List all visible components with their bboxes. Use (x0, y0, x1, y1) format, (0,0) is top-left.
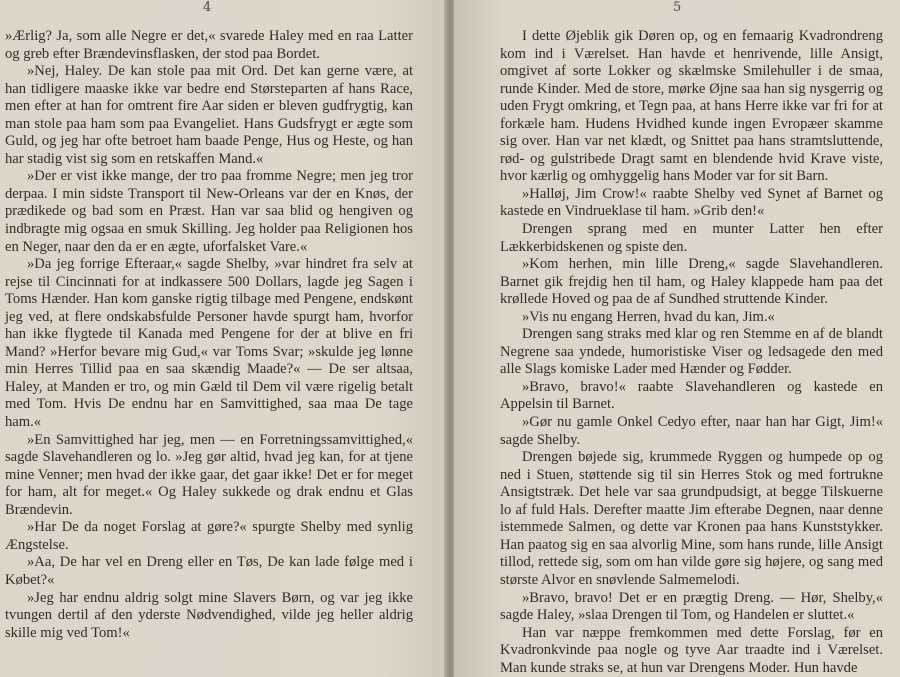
paragraph: »Vis nu engang Herren, hvad du kan, Jim.« (522, 308, 775, 325)
paragraph: »Bravo, bravo! Det er en prægtig Dreng. — Hør, Shelby,« sagde Haley, »slaa Drengen til Tom, og Handelen er sluttet.« (500, 589, 883, 624)
paragraph: I dette Øjeblik gik Døren op, og en femaarig Kvadrondreng kom ind i Værelset. Han havde et henrivende, lille Ansigt, omgivet af sorte Lokker og skælmske Smilehuller i de smaa, runde Kinder. Med de store, mørke Øjne saa han sig nysgerrig og uden Frygt omkring, et Tegn paa, at hans Herre ikke var fri for at forkæle ham. Hudens Hvidhed kunde ingen Evropæer skamme sig over. Han var net klædt, og Snittet paa hans stramtsluttende, rød- og gulstribede Dragt samt en blendende hvid Krave viste, hvor kærlig og omhyggelig hans Moder var for sit Barn. (500, 28, 883, 185)
paragraph: »Gør nu gamle Onkel Cedyo efter, naar han har Gigt, Jim!« sagde Shelby. (500, 414, 883, 448)
paragraph: »Jeg har endnu aldrig solgt mine Slavers Børn, og var jeg ikke tvungen dertil af den yderste Nødvendighed, vilde jeg heller aldrig skille mig ved Tom!« (5, 589, 413, 641)
page-number: 5 (673, 0, 682, 15)
paragraph: »Kom herhen, min lille Dreng,« sagde Slavehandleren. Barnet gik frejdig hen til ham, og Haley klappede ham paa det krøllede Hoved og paa de af Sundhed struttende Kinder. (500, 256, 883, 308)
page-text (5, 28, 413, 642)
paragraph: »Ærlig? Ja, som alle Negre er det,« svarede Haley med en raa Latter og greb efter Brændevinsflasken, der stod paa Bordet. (5, 28, 413, 62)
paragraph: »Har De da noget Forslag at gøre?« spurgte Shelby med synlig Ængstelse. (5, 519, 413, 553)
paragraph: Drengen sang straks med klar og ren Stemme en af de blandt Negrene saa yndede, humoristiske Viser og ledsagede den med alle Slags komiske Lader med Hænder og Fødder. (500, 326, 883, 378)
paragraph: Drengen bøjede sig, krummede Ryggen og humpede op og ned i Stuen, støttende sig til sin Herres Stok og med fortrukne Ansigtstræk. Det hele var saa grundpudsigt, at begge Tilskuerne lo af fuld Hals. Derefter maatte Jim efterabe Degnen, naar denne istemmede Salmen, og dette var Kronen paa hans Kunststykker. Han paatog sig en saa alvorlig Mine, som hans runde, lille Ansigt tillod, rettede sig, som om han vilde gøre sig højere, og sang med største Alvor en snøvlende Salmemelodi. (500, 449, 883, 588)
paragraph: »Halløj, Jim Crow!« raabte Shelby ved Synet af Barnet og kastede en Vindrueklase til ham. »Grib den!« (500, 185, 883, 220)
left-page (0, 0, 446, 677)
paragraph: Han var næppe fremkommen med dette Forslag, før en Kvadronkvinde paa nogle og tyve Aar traadte ind i Værelset. Man kunde straks se, at hun var Drengens Moder. Hun havde (500, 624, 883, 676)
page-number: 4 (203, 0, 212, 15)
paragraph: Drengen sprang med en munter Latter hen efter Lækkerbidskenen og spiste den. (500, 221, 883, 255)
paragraph: »Aa, De har vel en Dreng eller en Tøs, De kan lade følge med i Købet?« (5, 554, 413, 588)
right-page (454, 0, 900, 677)
page-text (500, 28, 883, 677)
paragraph: »Bravo, bravo!« raabte Slavehandleren og kastede en Appelsin til Barnet. (500, 378, 883, 413)
paragraph: »Nej, Haley. De kan stole paa mit Ord. Det kan gerne være, at han tidligere maaske ikke var bedre end Størsteparten af hans Race, men efter at han for omtrent fire Aar siden er bleven gudfrygtig, kan man stole paa ham som paa Evangeliet. Hans Gudsfrygt er ægte som Guld, og jeg har ofte betroet ham baade Penge, Hus og Heste, og han har stadig vist sig som en retskaffen Mand.« (5, 63, 413, 167)
paragraph: »Der er vist ikke mange, der tro paa fromme Negre; men jeg tror derpaa. I min sidste Transport til New-Orleans var der en Knøs, der prædikede og bad som en Præst. Han var saa blid og hengiven og indbragte mig ogsaa en smuk Skilling. Jeg holder paa Religionen hos en Neger, naar den da er en ægte, uforfalsket Vare.« (5, 168, 413, 255)
paragraph: »En Samvittighed har jeg, men — en Forretningssamvittighed,« sagde Slavehandleren og lo. »Jeg gør altid, hvad jeg kan, for at tjene mine Venner; men hvad der ikke gaar, det gaar ikke! Det er for meget for ham, alt for meget.« Og Haley sukkede og drak endnu et Glas Brændevin. (5, 431, 413, 518)
paragraph: »Da jeg forrige Efteraar,« sagde Shelby, »var hindret fra selv at rejse til Cincinnati for at indkassere 500 Dollars, lagde jeg Sagen i Toms Hænder. Han kom ganske rigtig tilbage med Pengene, endskønt jeg ved, at flere ondskabsfulde Personer havde spurgt ham, hvorfor han ikke flygtede til Kanada med Pengene for der at blive en fri Mand? »Herfor bevare mig Gud,« var Toms Svar; »skulde jeg lønne min Herres Tillid paa en saa skændig Maade?« — De ser altsaa, Haley, at Manden er tro, og min Gæld til Dem vil være rigelig betalt med Tom. Hvis De endnu har en Samvittighed, saa maa De tage ham.« (5, 256, 413, 431)
